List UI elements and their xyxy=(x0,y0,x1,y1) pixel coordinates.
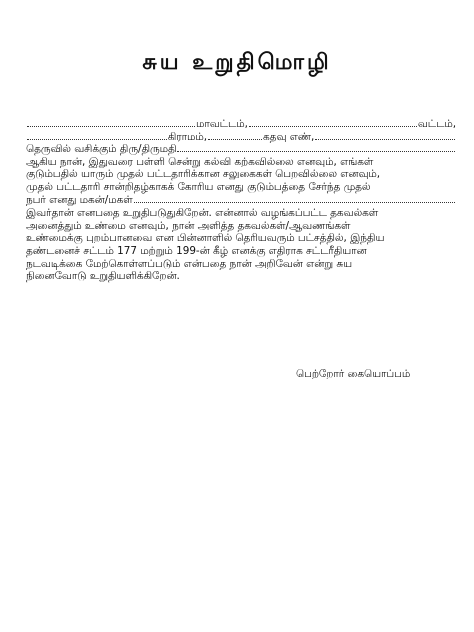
address-line-village xyxy=(26,131,456,144)
document-title: சுய உறுதிமொழி xyxy=(142,50,332,75)
declaration-paragraph-1 xyxy=(26,156,456,206)
village-blank[interactable] xyxy=(208,131,262,140)
paragraph-line: குடும்பதில் யாரும் முதல் பட்டதாரிக்கான சலுகைகள் பெறவில்லை எனவும், xyxy=(26,168,381,181)
name-blank[interactable] xyxy=(27,118,195,127)
child-name-line xyxy=(26,194,456,207)
paragraph-line: தண்டனைச் சட்டம் 177 மற்றும் 199-ன் கீழ் எனக்கு எதிராக சட்டரீதியான xyxy=(26,244,367,257)
door-no-label: கதவு எண், xyxy=(263,130,315,143)
declaration-paragraph-2 xyxy=(26,207,456,283)
street-label: தெருவில் வசிக்கும் திரு/திருமதி xyxy=(26,143,177,156)
parent-signature-label: பெற்றோர் கையொப்பம் xyxy=(296,368,411,380)
district-label: மாவட்டம், xyxy=(195,118,248,130)
address-line-district xyxy=(26,118,456,131)
district-blank[interactable] xyxy=(249,118,417,127)
village-label: கிராமம், xyxy=(167,130,208,143)
paragraph-line: நினைவோடு உறுதியளிக்கிறேன். xyxy=(26,270,180,283)
paragraph-line: முதல் பட்டதாரி சான்றிதழ்காகக் கோரிய எனது குடும்பத்தை சேர்ந்த முதல் xyxy=(26,180,371,193)
son-daughter-label: நபர் எனது மகன்/மகள் xyxy=(26,193,133,206)
taluk-label: வட்டம், xyxy=(417,118,456,130)
affidavit-body xyxy=(26,118,456,283)
paragraph-line: இவர்தான் எனபதை உறுதிபடுதுகிறேன். என்னால் வழங்கப்பட்ட தகவல்கள் xyxy=(26,207,379,220)
paragraph-line: அனைத்தும் உண்மை எனவும், நான் அளித்த தகவல்கள்/ஆவணங்கள் xyxy=(26,219,351,232)
address-line-street xyxy=(26,143,456,156)
paragraph-line: ஆகிய நான், இதுவரை பள்ளி சென்று கல்வி கற்கவில்லை எனவும், எங்கள் xyxy=(26,155,374,168)
child-name-blank[interactable] xyxy=(134,194,455,203)
paragraph-line: நடவடிக்கை மேற்கொள்ளப்படும் என்பதை நான் அறிவேன் என்று சுய xyxy=(26,257,353,270)
paragraph-line: உண்மைக்கு புறம்பானவை என பின்னாளில் தெரியவரும் பட்சத்தில், இந்திய xyxy=(26,232,385,245)
applicant-name-blank[interactable] xyxy=(177,143,455,152)
taluk-blank[interactable] xyxy=(27,131,167,140)
door-no-blank[interactable] xyxy=(315,131,455,140)
